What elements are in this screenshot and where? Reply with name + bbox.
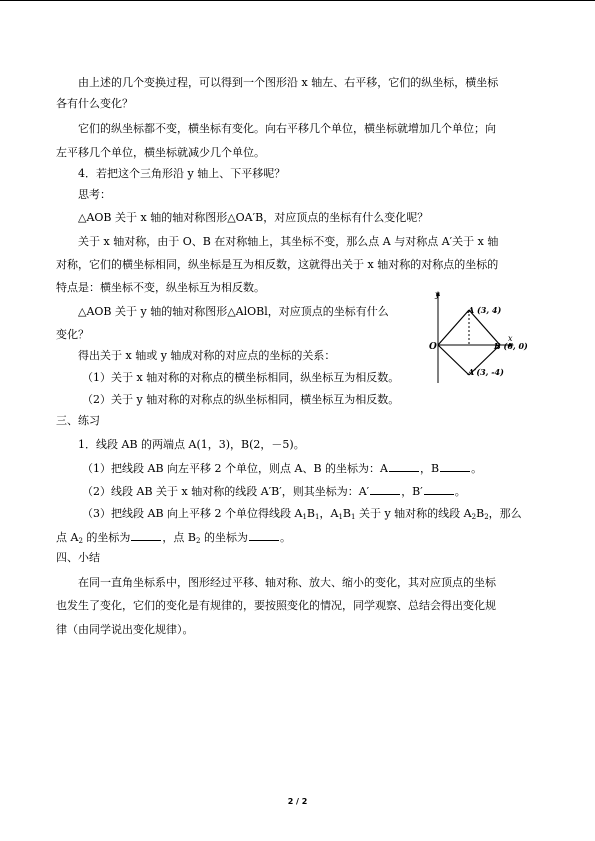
paragraph-line: 各有什么变化？ — [56, 97, 133, 110]
point-a-label: A (3, 4) — [468, 305, 502, 315]
exercise-line: （3）把线段 AB 向上平移 2 个单位得线段 $A_1B_1$，$A_1B_1$ 关于 y 轴对称的线段 $A_2B_2$，那么 — [82, 507, 522, 521]
paragraph-line: 也发生了变化，它们的变化是有规律的，要按照变化的情况，同学观察、总结会得出变化规 — [56, 599, 496, 612]
point-b-label: B (6, 0) — [494, 341, 528, 351]
origin-label: O — [429, 342, 437, 352]
answer-blank — [370, 484, 400, 495]
exercise-line: （2）线段 AB 关于 x 轴对称的线段 A′B′，则其坐标为：A′ ，B′ 。 — [82, 485, 466, 498]
paragraph-line: 思考： — [78, 188, 111, 201]
point-a-prime-label: A′(3, -4) — [468, 367, 504, 377]
paragraph-line: 对称，它们的横坐标相同，纵坐标是互为相反数，这就得出关于 x 轴对称的对称点的坐标的 — [56, 258, 499, 271]
paragraph-line: 由上述的几个变换过程，可以得到一个图形沿 x 轴左、右平移，它们的纵坐标，横坐标 — [78, 76, 499, 89]
segment-oa-prime — [438, 345, 469, 375]
header-rule — [0, 0, 595, 1]
paragraph-line: △AOB 关于 x 轴的轴对称图形△OA′B，对应顶点的坐标有什么变化呢？ — [78, 211, 429, 224]
paragraph-line: 律（由同学说出变化规律）。 — [56, 623, 194, 636]
paragraph-line: 1．线段 AB 的两端点 A(1，3)，B(2，－5)。 — [78, 438, 305, 451]
section-heading: 四、小结 — [56, 551, 100, 564]
y-axis-label: y — [435, 290, 440, 299]
answer-blank — [424, 484, 454, 495]
paragraph-line: 4．若把这个三角形沿 y 轴上、下平移呢？ — [78, 167, 286, 180]
paragraph-line: 在同一直角坐标系中，图形经过平移、轴对称、放大、缩小的变化，其对应顶点的坐标 — [78, 576, 496, 589]
paragraph-line: 左平移几个单位，横坐标就减少几个单位。 — [56, 146, 265, 159]
exercise-line: （1）把线段 AB 向左平移 2 个单位，则点 A、B 的坐标为：A ，B 。 — [82, 462, 483, 475]
x-axis-label: x — [508, 334, 513, 343]
paragraph-line: 得出关于 x 轴或 y 轴成对称的对应点的坐标的关系： — [78, 349, 336, 362]
paragraph-line: 特点是：横坐标不变，纵坐标互为相反数。 — [56, 281, 265, 294]
segment-oa — [438, 310, 469, 345]
answer-blank — [389, 461, 419, 472]
answer-blank — [249, 530, 279, 541]
page-number: 2 / 2 — [287, 797, 308, 806]
paragraph-line: △AOB 关于 y 轴的轴对称图形△AlOBl，对应顶点的坐标有什么 — [78, 305, 389, 318]
paragraph-line: 变化？ — [56, 328, 89, 341]
paragraph-line: 它们的纵坐标都不变，横坐标有变化。向右平移几个单位，横坐标就增加几个单位；向 — [78, 122, 496, 135]
answer-blank — [131, 530, 161, 541]
exercise-line: 点 $A_2$ 的坐标为 ，点 $B_2$ 的坐标为 。 — [56, 531, 291, 545]
paragraph-line: 关于 x 轴对称，由于 O、B 在对称轴上，其坐标不变，那么点 A 与对称点 A′关于 x 轴 — [78, 235, 499, 248]
paragraph-line: （1）关于 x 轴对称的对称点的横坐标相同，纵坐标互为相反数。 — [82, 371, 400, 384]
paragraph-line: （2）关于 y 轴对称的对称点的纵坐标相同，横坐标互为相反数。 — [82, 393, 400, 406]
section-heading: 三、练习 — [56, 414, 100, 427]
segment-ab — [469, 310, 500, 345]
coordinate-figure — [428, 287, 528, 383]
answer-blank — [440, 461, 470, 472]
